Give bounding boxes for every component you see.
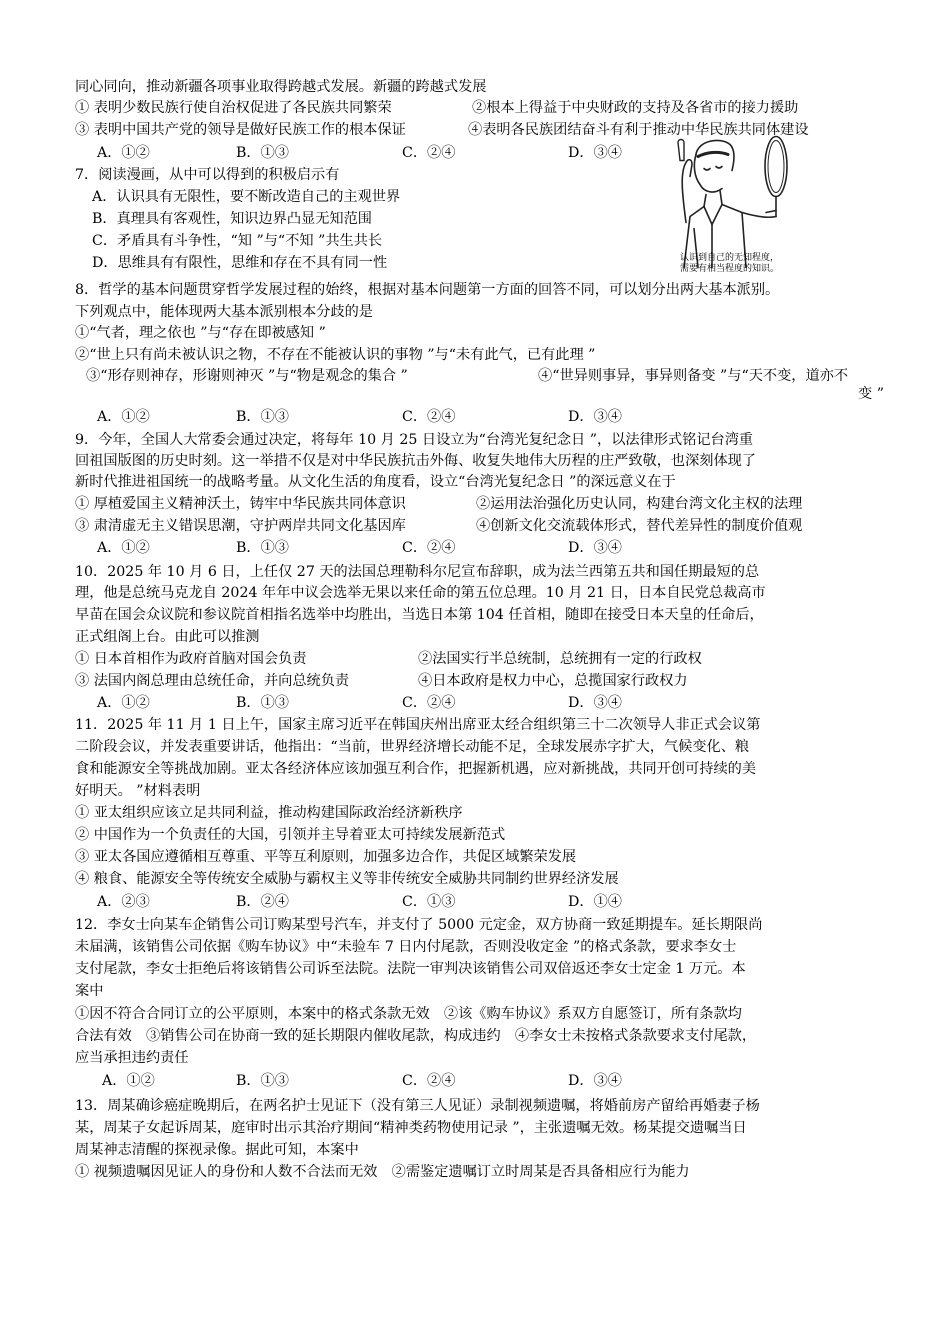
q9-stem-line-3: 新时代推进祖国统一的战略考量。从文化生活的角度看，设立“台湾光复纪念日 ”的深远意义在于 <box>75 474 676 490</box>
q12-option-a[interactable]: A．①② <box>102 1073 155 1089</box>
q6-option-c[interactable]: C．②④ <box>402 145 456 161</box>
q10-stem-line-3: 早苗在国会众议院和参议院首相指名选举中均胜出，当选日本第 104 任首相，随即在接受日本天皇的任命后， <box>75 607 764 623</box>
q8-stem-line-2: 下列观点中，能体现两大基本派别根本分歧的是 <box>75 304 373 320</box>
q11-statement-1: ① 亚太组织应该立足共同利益，推动构建国际政治经济新秩序 <box>75 805 463 821</box>
q6-statement-3: ③ 表明中国共产党的领导是做好民族工作的根本保证 <box>75 122 406 138</box>
q7-stem: 7．阅读漫画，从中可以得到的积极启示有 <box>75 167 340 183</box>
q11-stem-line-1: 11．2025 年 11 月 1 日上午，国家主席习近平在韩国庆州出席亚太经合组织第三十二次领导人非正式会议第 <box>75 717 761 733</box>
q12-statements-line-1: ①因不符合合同订立的公平原则，本案中的格式条款无效 ②该《购车协议》系双方自愿签订，所有条款均 <box>75 1006 742 1022</box>
q10-option-d[interactable]: D．③④ <box>568 695 622 711</box>
q10-statement-2: ②法国实行半总统制，总统拥有一定的行政权 <box>418 651 702 667</box>
q11-statement-2: ② 中国作为一个负责任的大国，引领并主导着亚太可持续发展新范式 <box>75 827 506 843</box>
q7-option-d[interactable]: D．思维具有有限性，思维和存在不具有同一性 <box>92 255 388 271</box>
q7-option-c[interactable]: C．矛盾具有斗争性，“知 ”与“不知 ”共生共长 <box>92 233 383 249</box>
q7-cartoon-caption <box>680 253 779 275</box>
q6-statement-4: ④表明各民族团结奋斗有利于推动中华民族共同体建设 <box>468 122 809 138</box>
q13-statements-1-2: ① 视频遗嘱因见证人的身份和人数不合法而无效 ②需鉴定遗嘱订立时周某是否具备相应行为能力 <box>75 1164 690 1180</box>
q10-option-c[interactable]: C．②④ <box>402 695 456 711</box>
q12-option-c[interactable]: C．②④ <box>402 1073 456 1089</box>
q11-stem-line-4: 好明天。 ”材料表明 <box>75 783 201 799</box>
q12-option-b[interactable]: B．①③ <box>236 1073 289 1089</box>
q12-statements-line-3: 应当承担违约责任 <box>75 1050 189 1066</box>
q10-stem-line-4: 正式组阁上台。由此可以推测 <box>75 629 260 645</box>
q10-statement-1: ① 日本首相作为政府首脑对国会负责 <box>75 651 307 667</box>
q12-stem-line-1: 12．李女士向某车企销售公司订购某型号汽车，并支付了 5000 元定金，双方协商一致延期提车。延长期限尚 <box>75 917 763 933</box>
q9-option-c[interactable]: C．②④ <box>402 540 456 556</box>
q8-option-c[interactable]: C．②④ <box>402 409 456 425</box>
q10-statement-4: ④日本政府是权力中心，总揽国家行政权力 <box>418 673 688 689</box>
q7-caption-line-1: 认识到自己的无知程度， <box>680 253 780 263</box>
q11-option-b[interactable]: B．②④ <box>236 894 289 910</box>
q11-option-a[interactable]: A．②③ <box>97 894 150 910</box>
q6-option-d[interactable]: D．③④ <box>568 145 622 161</box>
q9-statement-1: ① 厚植爱国主义精神沃土，铸牢中华民族共同体意识 <box>75 496 406 512</box>
q9-stem-line-2: 回祖国版图的历史时刻。这一举措不仅是对中华民族抗击外侮、收复失地伟大历程的庄严致敬，也深刻体现了 <box>75 453 757 469</box>
q12-option-d[interactable]: D．③④ <box>568 1073 622 1089</box>
q10-option-a[interactable]: A．①② <box>97 695 150 711</box>
q9-option-b[interactable]: B．①③ <box>236 540 289 556</box>
q9-option-d[interactable]: D．③④ <box>568 540 622 556</box>
q12-stem-line-4: 案中 <box>75 983 104 999</box>
q8-statement-3: ③“形存则神存，形谢则神灭 ”与“物是观念的集合 ” <box>86 368 408 384</box>
q7-option-b[interactable]: B．真理具有客观性，知识边界凸显无知范围 <box>92 211 372 227</box>
q11-stem-line-3: 食和能源安全等挑战加剧。亚太各经济体应该加强互利合作，把握新机遇，应对新挑战，共同开创可持续的美 <box>75 761 757 777</box>
q11-statement-3: ③ 亚太各国应遵循相互尊重、平等互利原则，加强多边合作，共促区域繁荣发展 <box>75 849 577 865</box>
q8-statement-1: ①“气者，理之依也 ”与“存在即被感知 ” <box>75 325 326 341</box>
q10-stem-line-1: 10．2025 年 10 月 6 日，上任仅 27 天的法国总理勒科尔尼宣布辞职，成为法兰西第五共和国任期最短的总 <box>75 564 760 580</box>
q9-statement-3: ③ 肃清虚无主义错误思潮，守护两岸共同文化基因库 <box>75 518 406 534</box>
q6-stem-continuation: 同心同向，推动新疆各项事业取得跨越式发展。新疆的跨越式发展 <box>75 79 487 95</box>
q12-stem-line-3: 支付尾款，李女士拒绝后将该销售公司诉至法院。法院一审判决该销售公司双倍返还李女士定金 1 万元。本 <box>75 961 746 977</box>
q10-statement-3: ③ 法国内阁总理由总统任命，并向总统负责 <box>75 673 350 689</box>
q6-statement-2: ②根本上得益于中央财政的支持及各省市的接力援助 <box>472 100 799 116</box>
q13-stem-line-3: 周某神志清醒的探视录像。据此可知，本案中 <box>75 1142 359 1158</box>
q9-stem-line-1: 9．今年，全国人大常委会通过决定，将每年 10 月 25 日设立为“台湾光复纪念日 ”，以法律形式铭记台湾重 <box>75 432 754 448</box>
q7-caption-line-2: 需要有相当程度的知识。 <box>680 264 780 274</box>
q8-stem-line-1: 8．哲学的基本问题贯穿哲学发展过程的始终，根据对基本问题第一方面的回答不同，可以划分出两大基本派别。 <box>75 282 780 298</box>
q11-option-c[interactable]: C．①③ <box>402 894 456 910</box>
q10-stem-line-2: 理，他是总统马克龙自 2024 年年中议会选举无果以来任命的第五位总理。10 月 21 日，日本自民党总裁高市 <box>75 585 766 601</box>
q12-statements-line-2: 合法有效 ③销售公司在协商一致的延长期限内催收尾款，构成违约 ④李女士未按格式条款要求支付尾款， <box>75 1028 757 1044</box>
q11-option-d[interactable]: D．①④ <box>568 894 622 910</box>
q8-statement-2: ②“世上只有尚未被认识之物，不存在不能被认识的事物 ”与“未有此气，已有此理 ” <box>75 347 596 363</box>
q8-option-d[interactable]: D．③④ <box>568 409 622 425</box>
q6-statement-1: ① 表明少数民族行使自治权促进了各民族共同繁荣 <box>75 100 392 116</box>
q7-option-a[interactable]: A．认识具有无限性，要不断改造自己的主观世界 <box>92 189 401 205</box>
q8-statement-4: ④“世异则事异，事异则备变 ”与“天不变，道亦不 <box>538 368 849 384</box>
q13-stem-line-2: 某，周某子女起诉周某，庭审时出示其治疗期间“精神类药物使用记录 ”，主张遗嘱无效。杨某提交遗嘱当日 <box>75 1120 747 1136</box>
q9-statement-4: ④创新文化交流载体形式，替代差异性的制度价值观 <box>476 518 803 534</box>
q9-option-a[interactable]: A．①② <box>97 540 150 556</box>
q11-statement-4: ④ 粮食、能源安全等传统安全威胁与霸权主义等非传统安全威胁共同制约世界经济发展 <box>75 871 619 887</box>
q12-stem-line-2: 未届满，该销售公司依据《购车协议》中“未验车 7 日内付尾款，否则没收定金 ”的格式条款，要求李女士 <box>75 939 737 955</box>
q8-option-b[interactable]: B．①③ <box>236 409 289 425</box>
q8-statement-4-end: 变 ” <box>858 386 884 402</box>
q8-option-a[interactable]: A．①② <box>97 409 150 425</box>
q13-stem-line-1: 13．周某确诊癌症晚期后，在两名护士见证下（没有第三人见证）录制视频遗嘱，将婚前房产留给再婚妻子杨 <box>75 1098 760 1114</box>
q6-option-b[interactable]: B．①③ <box>236 145 289 161</box>
q6-option-a[interactable]: A．①② <box>97 145 150 161</box>
q11-stem-line-2: 二阶段会议，并发表重要讲话，他指出：“当前，世界经济增长动能不足，全球发展赤字扩大，气候变化、粮 <box>75 739 750 755</box>
q9-statement-2: ②运用法治强化历史认同，构建台湾文化主权的法理 <box>476 496 803 512</box>
q10-option-b[interactable]: B．①③ <box>236 695 289 711</box>
